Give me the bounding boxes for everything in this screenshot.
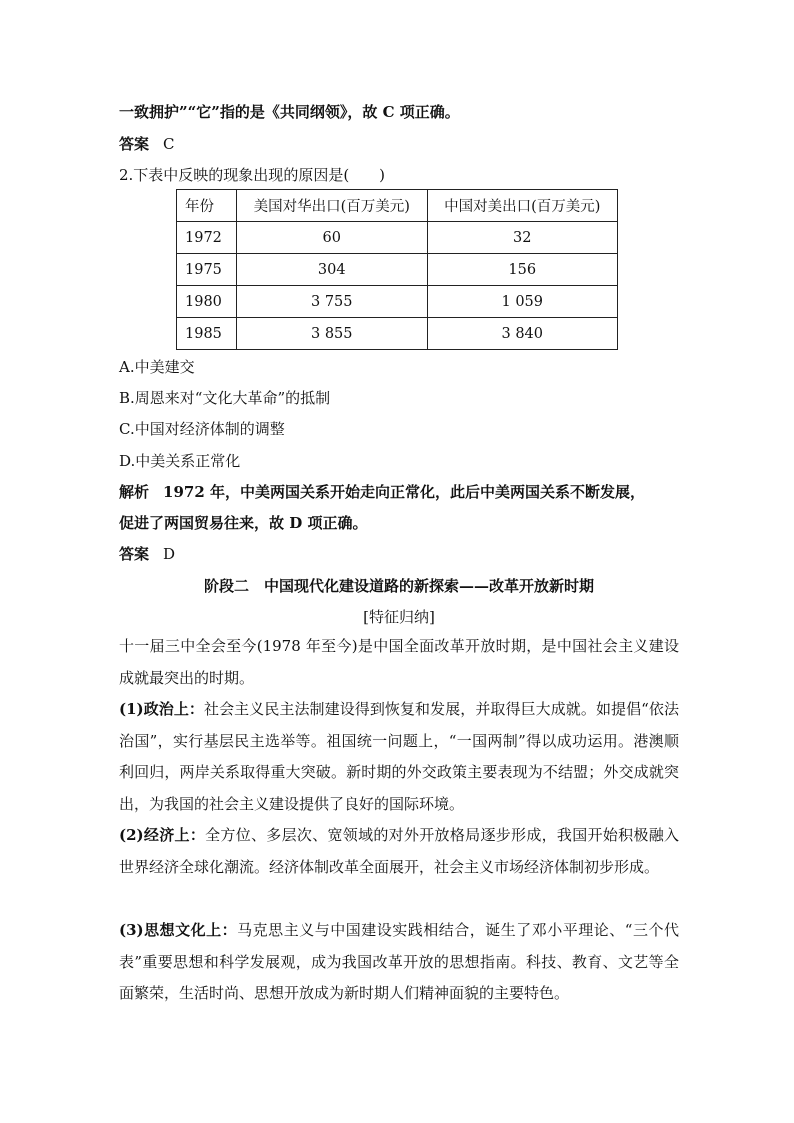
item-label: (2)经济上： [119, 826, 206, 844]
answer-value: C [163, 135, 175, 153]
table-row [177, 222, 618, 254]
option-c: C.中国对经济体制的调整 [119, 420, 285, 438]
table-cell: 1972 [177, 222, 237, 254]
stage-item-culture [119, 915, 679, 1010]
option-a: A.中美建交 [119, 358, 195, 376]
trade-table [176, 189, 618, 350]
q2-answer [119, 544, 175, 564]
table-header-row [177, 190, 618, 222]
stage-item-economy [119, 820, 679, 883]
table-cell: 3 855 [237, 318, 428, 350]
table-row [177, 286, 618, 318]
item-label: (1)政治上： [119, 700, 205, 718]
q2-stem: 2.下表中反映的现象出现的原因是( ) [119, 166, 386, 184]
item-text: 社会主义民主法制建设得到恢复和发展，并取得巨大成就。如提倡“依法治国”，实行基层民主选举等。祖国统一问题上，“一国两制”得以成功运用。港澳顺利回归，两岸关系取得重大突破。新时期的外交政策主要表现为不结盟；外交成就突出，为我国的社会主义建设提供了良好的国际环境。 [119, 700, 680, 813]
table-cell: 1985 [177, 318, 237, 350]
q1-answer [119, 134, 175, 154]
answer-value: D [163, 545, 176, 563]
table-header-cell: 年份 [177, 190, 237, 222]
q1-analysis-end: 一致拥护”“它”指的是《共同纲领》，故 C 项正确。 [119, 103, 460, 121]
analysis-label: 解析 [119, 483, 150, 501]
q2-analysis-line2: 促进了两国贸易往来，故 D 项正确。 [119, 514, 368, 532]
stage-title: 阶段二 中国现代化建设道路的新探索——改革开放新时期 [203, 577, 594, 595]
table-cell: 3 755 [237, 286, 428, 318]
stage-item-politics [119, 694, 679, 820]
table-cell: 156 [427, 254, 618, 286]
stage-intro: 十一届三中全会至今(1978 年至今)是中国全面改革开放时期，是中国社会主义建设成就最突出的时期。 [119, 637, 679, 687]
table-cell: 1975 [177, 254, 237, 286]
option-b: B.周恩来对“文化大革命”的抵制 [119, 389, 331, 407]
table-header-cell: 中国对美出口(百万美元) [427, 190, 618, 222]
item-label: (3)思想文化上： [119, 921, 238, 939]
q2-analysis-line1 [119, 482, 645, 502]
stage-subtitle: [特征归纳] [363, 608, 435, 626]
table-row [177, 318, 618, 350]
table-cell: 1 059 [427, 286, 618, 318]
table-cell: 60 [237, 222, 428, 254]
item-text: 全方位、多层次、宽领域的对外开放格局逐步形成，我国开始积极融入世界经济全球化潮流。经济体制改革全面展开，社会主义市场经济体制初步形成。 [119, 826, 679, 876]
table-cell: 304 [237, 254, 428, 286]
item-text: 马克思主义与中国建设实践相结合，诞生了邓小平理论、“三个代表”重要思想和科学发展观，成为我国改革开放的思想指南。科技、教育、文艺等全面繁荣，生活时尚、思想开放成为新时期人们精神面貌的主要特色。 [119, 921, 679, 1002]
answer-label: 答案 [119, 135, 150, 153]
option-d: D.中美关系正常化 [119, 452, 241, 470]
table-cell: 32 [427, 222, 618, 254]
table-header-cell: 美国对华出口(百万美元) [237, 190, 428, 222]
table-row [177, 254, 618, 286]
table-cell: 3 840 [427, 318, 618, 350]
answer-label: 答案 [119, 545, 150, 563]
table-cell: 1980 [177, 286, 237, 318]
analysis-text: 1972 年，中美两国关系开始走向正常化，此后中美两国关系不断发展， [163, 483, 645, 501]
